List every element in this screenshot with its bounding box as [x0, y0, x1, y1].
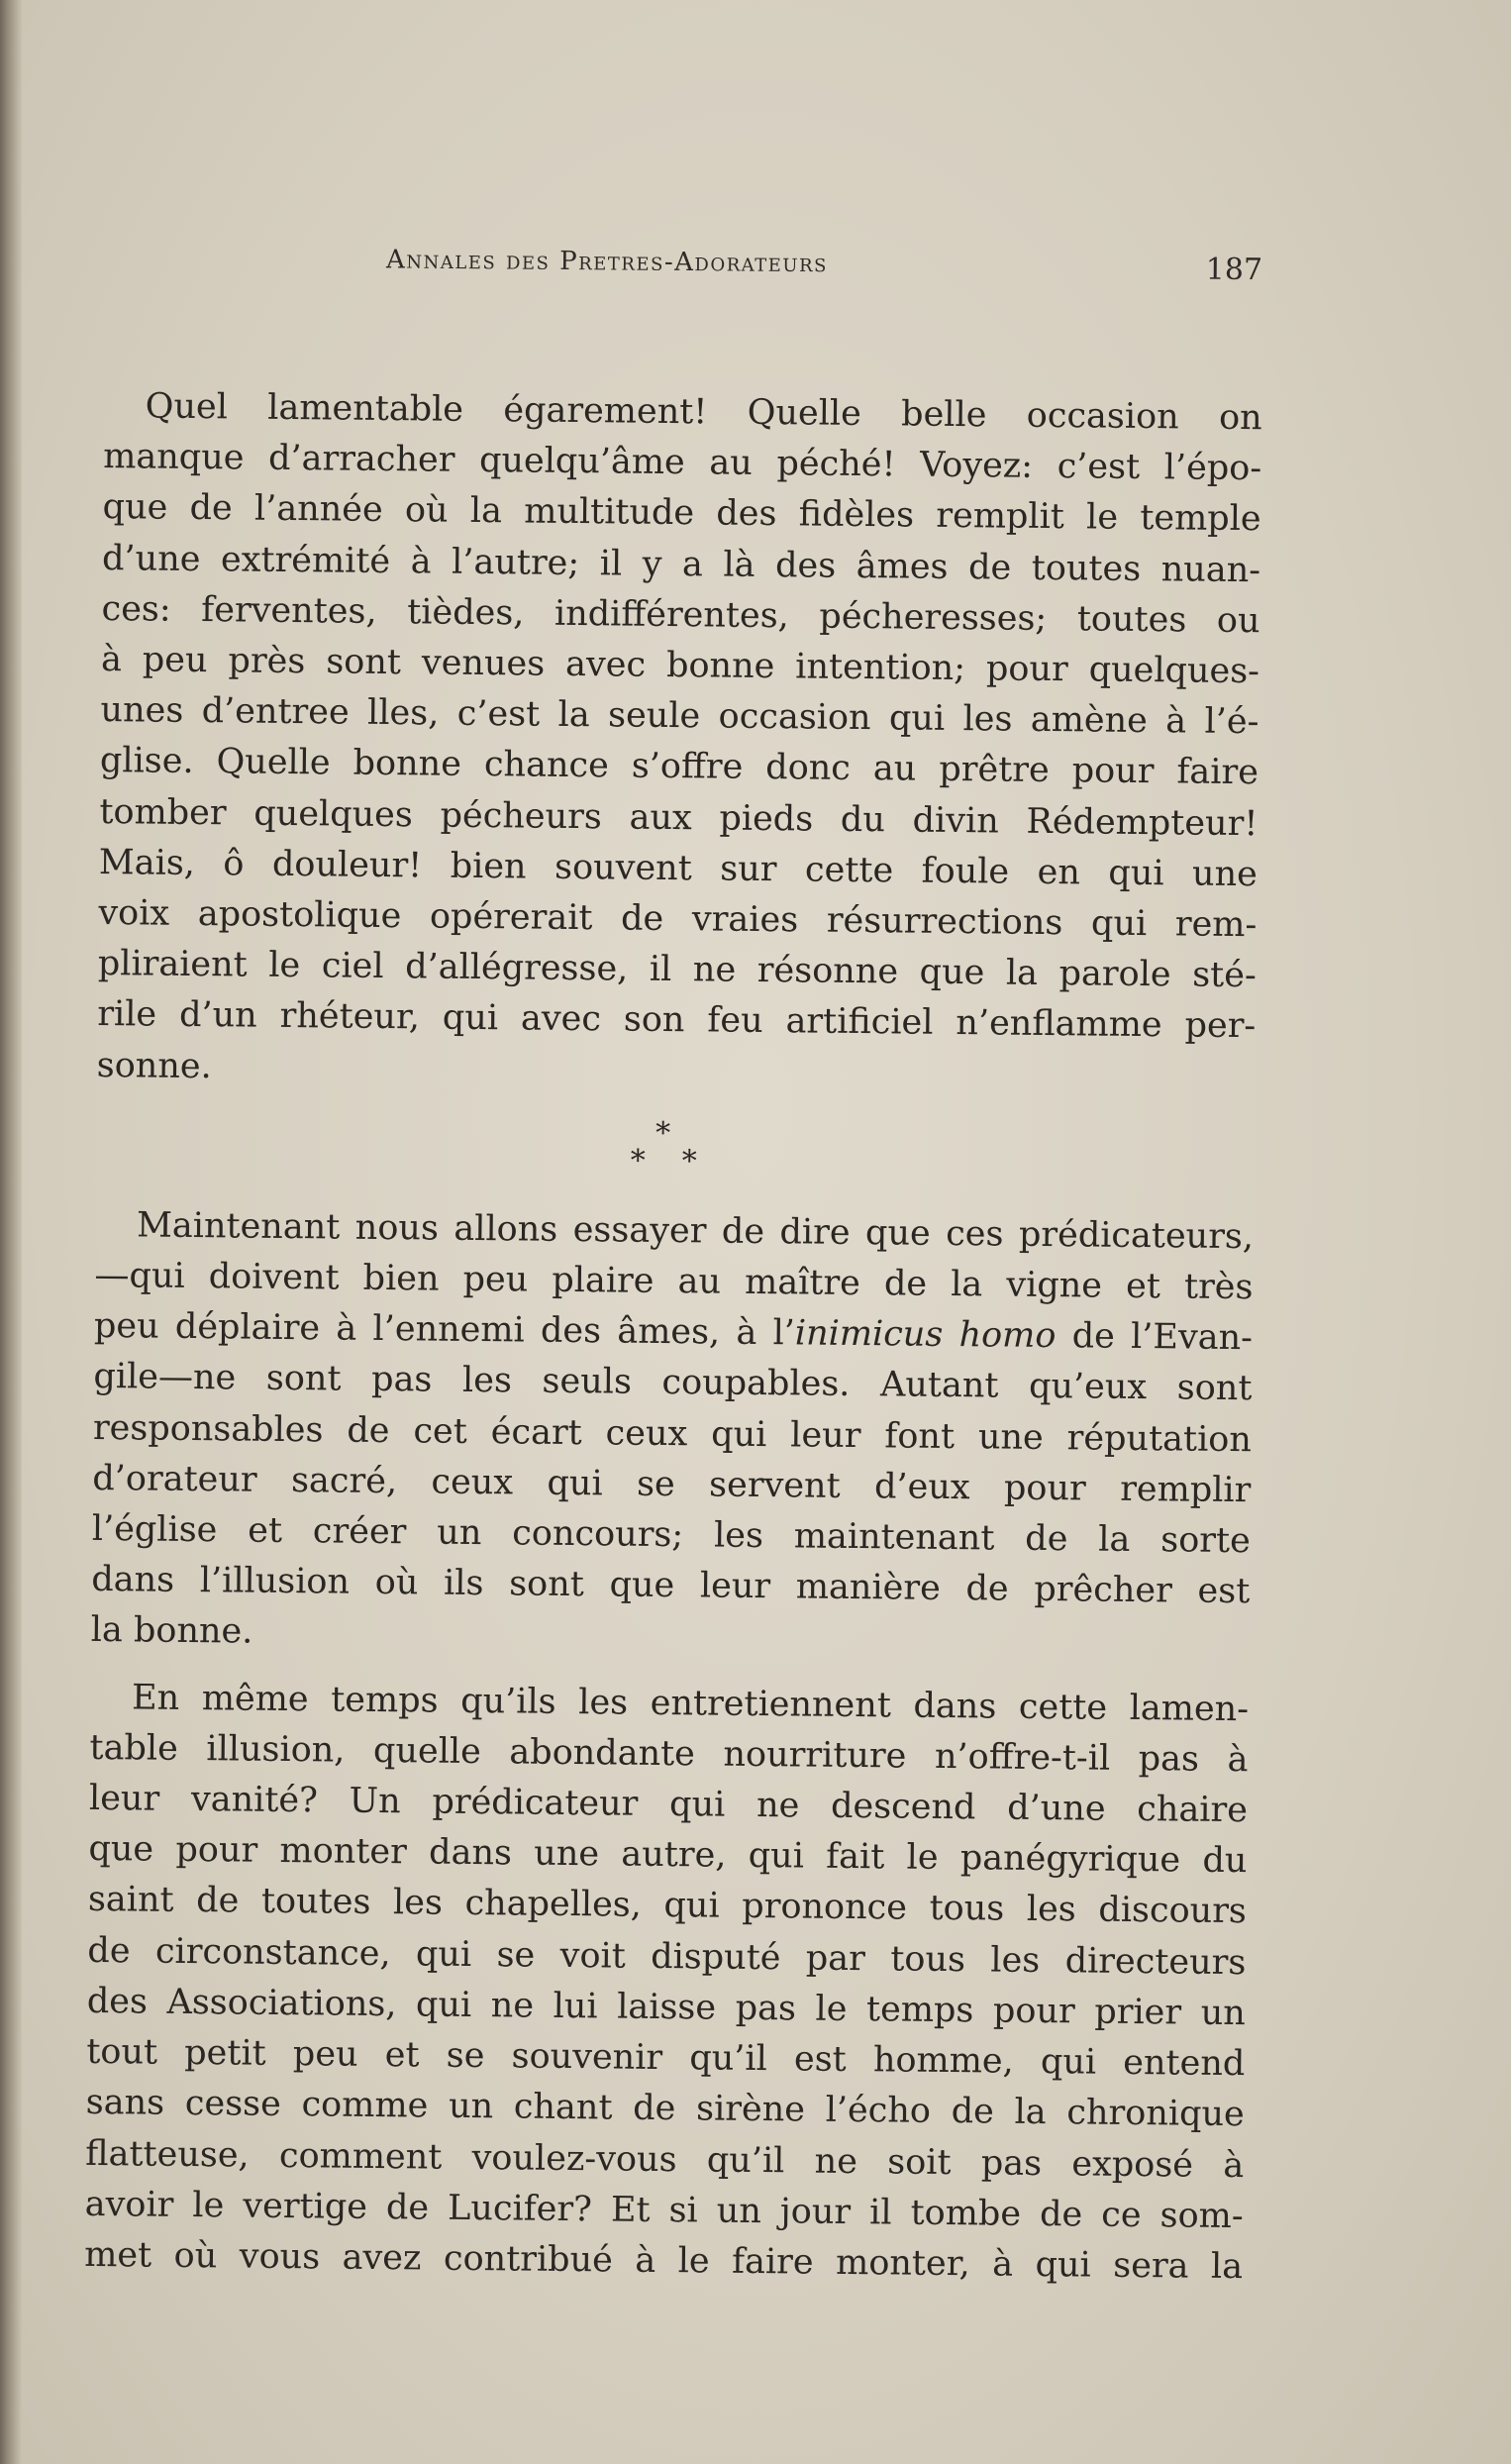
page-number: 187	[1205, 252, 1263, 288]
paragraph-1	[96, 381, 1261, 1103]
text-line: saint de toutes les chapelles, qui prononce tous les discours	[87, 1880, 1248, 1932]
text-line: leur vanité? Un prédicateur qui ne descend d’une chaire	[88, 1779, 1249, 1831]
text-line: d’orateur sacré, ceux qui se servent d’eux pour remplir	[92, 1458, 1252, 1511]
running-head	[104, 243, 1262, 292]
text-line: que pour monter dans une autre, qui fait le panégyrique du	[88, 1829, 1248, 1882]
text-line: à peu près sont venues avec bonne intention; pour quelques-	[100, 640, 1260, 692]
text-line: Quel lamentable égarement! Quelle belle occasion on	[145, 386, 1262, 439]
text-line: avoir le vertige de Lucifer? Et si un jour il tombe de ce som-	[84, 2184, 1244, 2236]
latin-phrase: inimicus homo	[794, 1313, 1057, 1357]
text-line: voix apostolique opérerait de vraies résurrections qui rem-	[98, 893, 1258, 946]
text-segment: peu déplaire à l’ennemi des âmes, à l’	[93, 1306, 796, 1354]
text-line: responsables de cet écart ceux qui leur font une réputation	[92, 1407, 1253, 1460]
text-line: tomber quelques pécheurs aux pieds du divin Rédempteur!	[99, 791, 1259, 844]
text-line: unes d’entree lles, c’est la seule occasion qui les amène à l’é-	[100, 690, 1259, 743]
text-line: met où vous avez contribué à le faire monter, à qui sera la	[83, 2234, 1244, 2288]
text-line: d’une extrémité à l’autre; il y a là des âmes de toutes nuan-	[101, 538, 1261, 590]
text-line: flatteuse, comment voulez-vous qu’il ne soit pas exposé à	[85, 2133, 1245, 2186]
text-line: gile—ne sont pas les seuls coupables. Autant qu’eux sont	[93, 1357, 1253, 1409]
body-text	[84, 381, 1262, 2293]
text-line: sans cesse comme un chant de sirène l’écho de la chronique	[85, 2083, 1245, 2135]
text-line: que de l’année où la multitude des fidèles remplit le temple	[102, 487, 1261, 540]
text-line: En même temps qu’ils les entretiennent dans cette lamen-	[131, 1678, 1250, 1729]
text-line: Maintenant nous allons essayer de dire que ces prédicateurs,	[136, 1205, 1255, 1258]
text-line: ces: ferventes, tièdes, indifférentes, pécheresses; toutes ou	[101, 588, 1260, 642]
text-line: des Associations, qui ne lui laisse pas le temps pour prier un	[86, 1981, 1247, 2034]
binding-edge	[0, 0, 22, 2464]
text-line: glise. Quelle bonne chance s’offre donc au prêtre pour faire	[99, 741, 1259, 793]
paragraph-3	[84, 1673, 1249, 2294]
asterism-star: *	[655, 1115, 671, 1151]
text-line: rile d’un rhéteur, qui avec son feu artificiel n’enflamme per-	[97, 994, 1257, 1047]
running-title: Annales des Pretres-Adorateurs	[385, 245, 829, 279]
text-line: Mais, ô douleur! bien souvent sur cette foule en qui une	[98, 842, 1259, 895]
text-segment: de l’Evan-	[1056, 1316, 1254, 1359]
text-line: la bonne.	[90, 1610, 253, 1653]
text-line: —qui doivent bien peu plaire au maître de la vigne et très	[94, 1255, 1254, 1308]
text-line: l’église et créer un concours; les maintenant de la sorte	[91, 1509, 1252, 1562]
text-line: dans l’illusion où ils sont que leur manière de prêcher est	[91, 1560, 1251, 1612]
paragraph-2	[91, 1200, 1255, 1669]
text-line: pliraient le ciel d’allégresse, il ne résonne que la parole sté-	[97, 944, 1257, 996]
text-line: tout petit peu et se souvenir qu’il est homme, qui entend	[86, 2032, 1246, 2085]
text-line: table illusion, quelle abondante nourriture n’offre-t-il pas à	[89, 1727, 1249, 1781]
asterism-star: *	[681, 1144, 697, 1180]
text-line: sonne.	[96, 1045, 212, 1086]
section-ornament	[95, 1091, 1255, 1212]
text-line: manque d’arracher quelqu’âme au péché! Voyez: c’est l’épo-	[102, 437, 1262, 489]
asterism-star: *	[630, 1143, 646, 1179]
text-line: de circonstance, qui se voit disputé par tous les directeurs	[87, 1930, 1247, 1983]
